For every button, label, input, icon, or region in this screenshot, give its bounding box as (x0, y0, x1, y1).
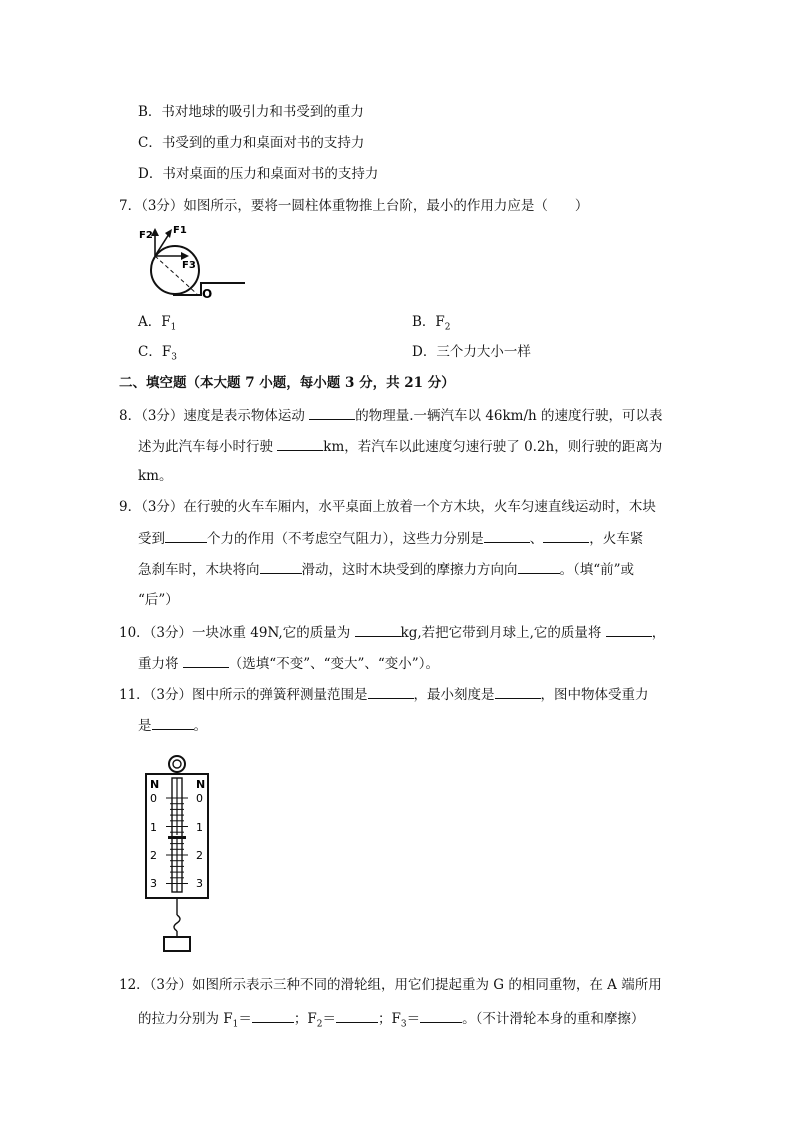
answer-blank (484, 528, 530, 543)
tick-right-3: 3 (196, 877, 203, 890)
q6-option-c: C．书受到的重力和桌面对书的支持力 (138, 135, 365, 151)
hanging-ring (169, 756, 185, 772)
q7-option-a: A．$F_1$ (138, 314, 177, 333)
label-f1: F1 (173, 225, 187, 236)
label-o: O (202, 287, 213, 301)
q7-option-c: C．$F_3$ (138, 344, 177, 363)
tick-left-3: 3 (150, 877, 157, 890)
q8-line-3: km。 (138, 468, 173, 484)
q8-line-1: 8．（3分）速度是表示物体运动 的物理量.一辆汽车以 46km/h 的速度行驶，可以表 (119, 405, 663, 426)
answer-blank (260, 559, 302, 574)
section-title-fill-in: 二、填空题（本大题 7 小题，每小题 3 分，共 21 分） (119, 375, 455, 391)
tick-right-2: 2 (196, 849, 203, 862)
q9-line-1: 9．（3分）在行驶的火车车厢内，水平桌面上放着一个方木块，火车匀速直线运动时，木块 (119, 499, 656, 515)
answer-blank (152, 715, 194, 730)
q11-line-2: 是 。 (138, 715, 207, 736)
answer-blank (495, 684, 541, 699)
answer-blank (183, 653, 229, 668)
scale-hook (174, 915, 180, 931)
answer-blank (309, 405, 355, 420)
q12-line-1: 12．（3分）如图所示表示三种不同的滑轮组，用它们提起重为 G 的相同重物，在 A 端所用 (119, 977, 662, 993)
tick-left-1: 1 (150, 821, 157, 834)
answer-blank (252, 1008, 294, 1023)
q9-line-2: 受到 个力的作用（不考虑空气阻力），这些力分别是 、 ，火车紧 (138, 528, 643, 549)
tick-left-0: 0 (150, 792, 157, 805)
answer-blank (277, 436, 323, 451)
spring-scale-figure (140, 753, 220, 955)
unit-left: N (150, 778, 160, 791)
tick-right-0: 0 (196, 792, 203, 805)
f1-arrow (155, 234, 169, 256)
hanging-weight (164, 937, 190, 951)
answer-blank (336, 1008, 378, 1023)
q7-option-d: D．三个力大小一样 (412, 344, 531, 360)
unit-right: N (196, 778, 206, 791)
q12-line-2: 的拉力分别为 $F_1=$ ；$F_2=$ ；$F_3=$ 。（不计滑轮本身的重和摩擦） (138, 1008, 644, 1035)
answer-blank (420, 1008, 462, 1023)
answer-blank (518, 559, 560, 574)
q10-line-2: 重力将 （选填“不变”、“变大”、“变小”）。 (138, 653, 439, 674)
q9-line-4: “后”） (138, 592, 179, 608)
q7-stem: 7．（3分）如图所示，要将一圆柱体重物推上台阶，最小的作用力应是（ ） (119, 198, 589, 214)
label-f3: F3 (182, 260, 196, 271)
q11-line-1: 11．（3分）图中所示的弹簧秤测量范围是 ，最小刻度是 ，图中物体受重力 (119, 684, 649, 705)
label-f2: F2 (139, 230, 153, 241)
q6-option-d: D．书对桌面的压力和桌面对书的支持力 (138, 166, 379, 182)
answer-blank (606, 622, 652, 637)
tick-right-1: 1 (196, 821, 203, 834)
q10-line-1: 10．（3分）一块冰重 49N,它的质量为 kg,若把它带到月球上,它的质量将 ， (119, 622, 665, 643)
answer-blank (355, 622, 401, 637)
q6-option-b: B．书对地球的吸引力和书受到的重力 (138, 104, 364, 120)
tick-left-2: 2 (150, 849, 157, 862)
q7-option-b: B．$F_2$ (412, 314, 451, 333)
q8-line-2: 述为此汽车每小时行驶 km，若汽车以此速度匀速行驶了 0.2h，则行驶的距离为 (138, 436, 662, 457)
answer-blank (543, 528, 589, 543)
answer-blank (368, 684, 414, 699)
cylinder-step-figure (135, 222, 251, 302)
q9-line-3: 急刹车时，木块将向 滑动，这时木块受到的摩擦力方向向 。（填“前”或 (138, 559, 634, 580)
answer-blank (165, 528, 207, 543)
